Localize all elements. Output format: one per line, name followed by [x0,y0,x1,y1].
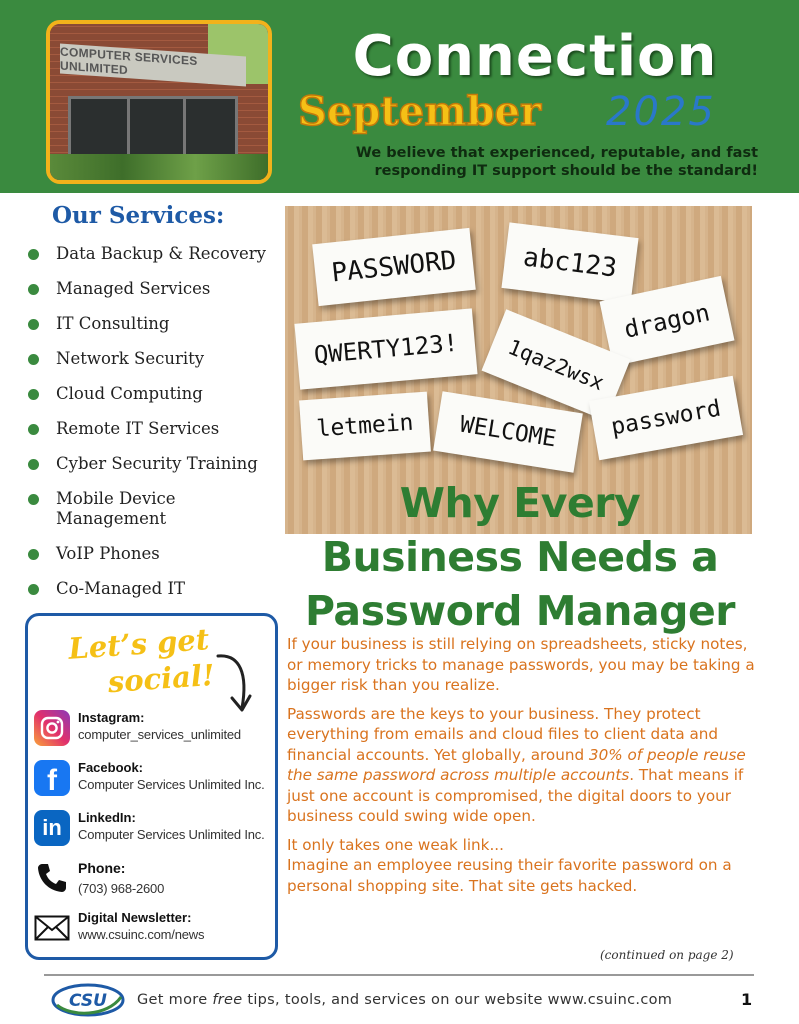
password-card: dragon [599,276,734,366]
service-item: Remote IT Services [28,419,288,439]
header-banner [0,0,799,193]
service-item: Mobile Device Management [28,489,208,529]
bullet-icon [28,249,39,260]
facebook-icon: f [34,760,70,796]
social-box [25,613,278,960]
bullet-icon [28,584,39,595]
article-paragraph: It only takes one weak link... Imagine an employee reusing their favorite password on a personal shopping site. That site gets hacked. [287,835,732,895]
building-sign: COMPUTER SERVICES UNLIMITED [60,43,246,86]
service-item: Cyber Security Training [28,454,288,474]
password-card: letmein [299,392,431,461]
social-heading: Let’s get social! [67,622,216,700]
password-card: abc123 [501,222,638,303]
instagram-icon [34,710,70,746]
svg-text:CSU: CSU [69,991,107,1011]
issue-year: 2025 [606,89,716,135]
phone-icon [34,860,70,896]
facebook-row[interactable]: f Facebook: Computer Services Unlimited Inc. [34,760,265,796]
bullet-icon [28,459,39,470]
password-card: QWERTY123! [294,308,477,389]
bullet-icon [28,354,39,365]
password-card: WELCOME [433,391,583,472]
bullet-icon [28,424,39,435]
article-headline: Why Every Business Needs a Password Manager [304,479,735,635]
bullet-icon [28,319,39,330]
article-paragraph: Passwords are the keys to your business. They protect everything from emails and cloud files to client data and financial accounts. Yet globally, around 30% of people reuse the same password across multiple accounts. That means if just one account is compromised, the digital doors to your business could swing wide open. [287,704,746,825]
service-item: Data Backup & Recovery [28,244,288,264]
newsletter-title: Connection [352,24,718,89]
csu-logo [51,983,125,1017]
service-item: IT Consulting [28,314,288,334]
bullet-icon [28,284,39,295]
password-card: 1qaz2wsx [482,309,631,420]
linkedin-icon: in [34,810,70,846]
linkedin-row[interactable]: in LinkedIn: Computer Services Unlimited Inc. [34,810,265,846]
service-item: Network Security [28,349,288,369]
continued-note: (continued on page 2) [600,948,734,962]
footer-divider [44,974,754,976]
issue-month: September [298,88,542,135]
instagram-row[interactable]: Instagram: computer_services_unlimited [34,710,241,746]
bullet-icon [28,549,39,560]
service-item: Co-Managed IT [28,579,288,599]
service-item: Managed Services [28,279,288,299]
article-paragraph: If your business is still relying on spreadsheets, sticky notes, or memory tricks to manage passwords, you may be taking a bigger risk than you realize. [287,635,755,694]
password-card: PASSWORD [312,228,476,306]
password-card: password [589,376,743,460]
bullet-icon [28,494,39,505]
article-body [287,634,757,904]
service-item: Cloud Computing [28,384,288,404]
office-building-photo [46,20,272,184]
service-item: VoIP Phones [28,544,288,564]
page-number: 1 [741,990,753,1009]
envelope-icon [34,910,70,946]
tagline: We believe that experienced, reputable, and fast responding IT support should be the standard! [355,145,758,179]
bullet-icon [28,389,39,400]
phone-row[interactable]: Phone: (703) 968-2600 [34,860,164,897]
services-list [28,244,288,599]
newsletter-row[interactable]: Digital Newsletter: www.csuinc.com/news [34,910,204,946]
services-heading: Our Services: [52,202,225,229]
curved-arrow-icon [214,650,254,716]
footer-text: Get more free tips, tools, and services on our website www.csuinc.com [137,992,673,1008]
